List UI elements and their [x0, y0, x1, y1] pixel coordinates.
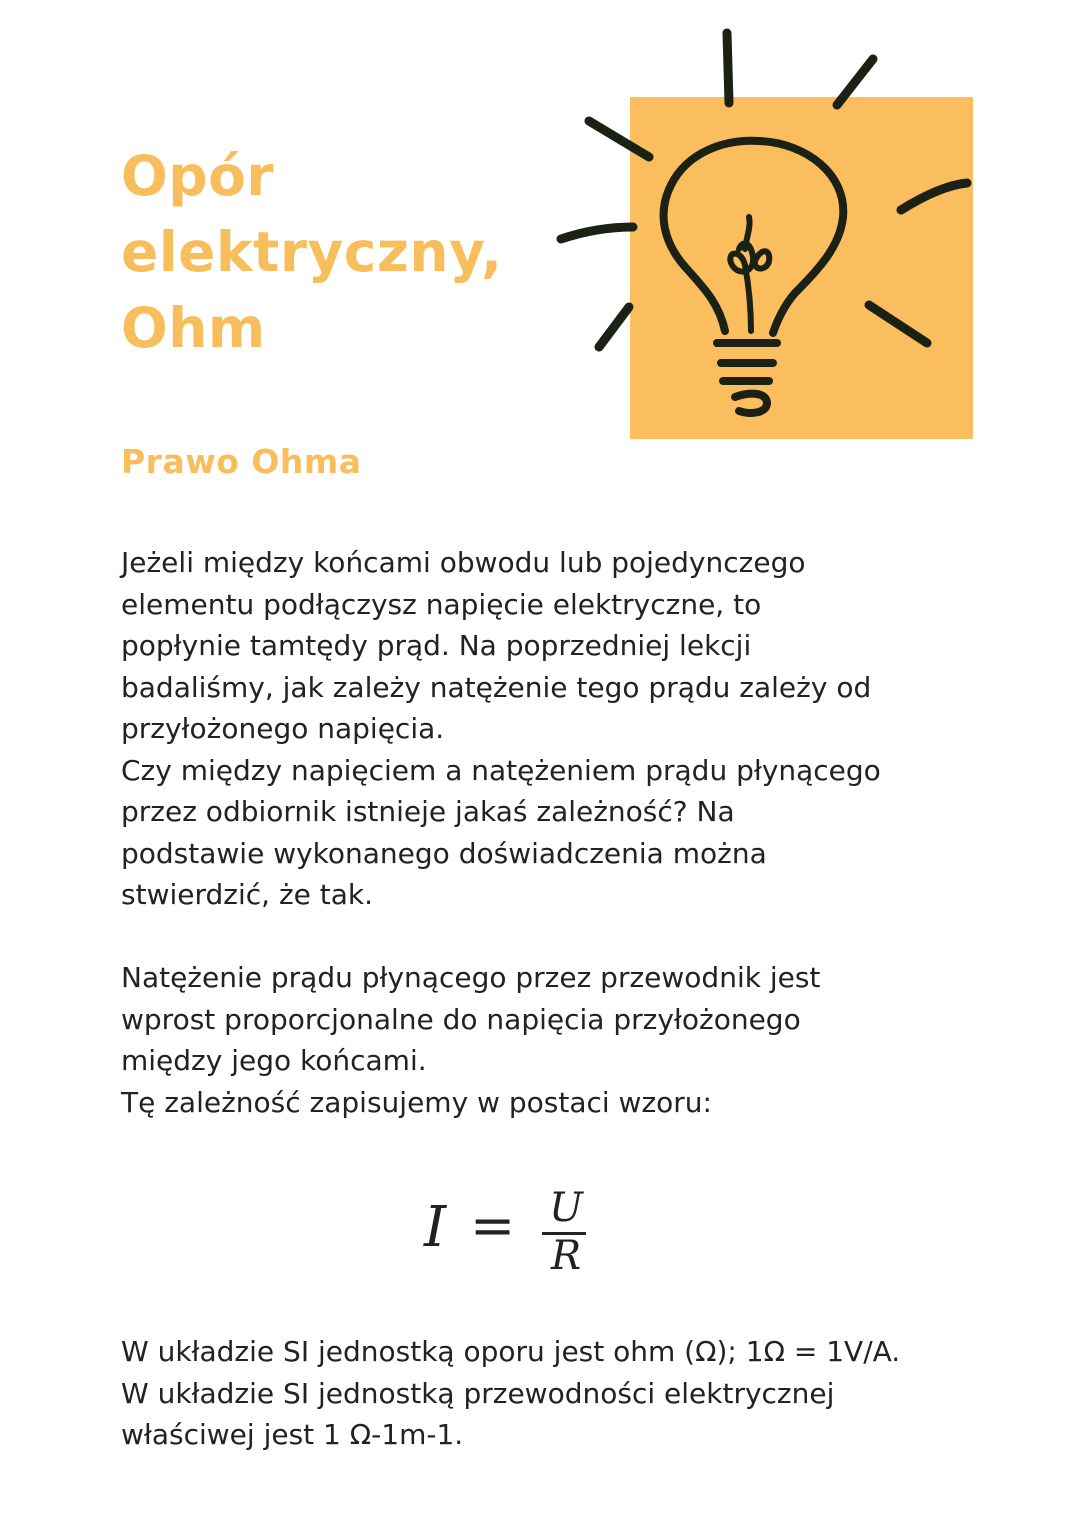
light-bulb-icon	[555, 25, 975, 440]
text-line: W układzie SI jednostką przewodności elektrycznej	[121, 1376, 835, 1410]
text-line: Jeżeli między końcami obwodu lub pojedynczego	[121, 546, 806, 579]
page-title	[121, 138, 503, 366]
text-line: podstawie wykonanego doświadczenia można	[121, 836, 767, 870]
formula-numerator: U	[549, 1185, 583, 1231]
title-line: elektryczny,	[121, 220, 503, 284]
title-line: Ohm	[121, 296, 266, 360]
formula-equals: =	[470, 1194, 516, 1257]
text-line: badaliśmy, jak zależy natężenie tego prądu zależy od	[121, 670, 872, 704]
ohm-formula	[424, 1185, 624, 1280]
text-line: popłynie tamtędy prąd. Na poprzedniej lekcji	[121, 629, 752, 662]
text-line: Natężenie prądu płynącego przez przewodnik jest	[121, 961, 821, 994]
text-line: stwierdzić, że tak.	[121, 878, 374, 911]
ray-top	[727, 33, 729, 103]
ray-lower-left	[599, 307, 629, 347]
text-line: Czy między napięciem a natężeniem prądu płynącego	[121, 753, 881, 787]
text-line: Tę zależność zapisujemy w postaci wzoru:	[121, 1085, 712, 1119]
ray-left	[561, 227, 633, 239]
text-line: W układzie SI jednostką oporu jest ohm (Ω); 1Ω = 1V/A.	[121, 1335, 901, 1368]
text-line: wprost proporcjonalne do napięcia przyłożonego	[121, 1002, 801, 1036]
formula-denominator: R	[550, 1233, 582, 1279]
paragraph-law	[121, 957, 820, 1123]
text-line: przez odbiornik istnieje jakaś zależność? Na	[121, 795, 735, 828]
text-line: właściwej jest 1 Ω-1m-1.	[121, 1418, 464, 1451]
text-line: elementu podłączysz napięcie elektryczne, to	[121, 587, 762, 621]
text-line: przyłożonego napięcia.	[121, 712, 445, 745]
section-heading: Prawo Ohma	[121, 442, 362, 481]
formula-current: I	[424, 1195, 447, 1260]
text-line: między jego końcami.	[121, 1044, 427, 1077]
paragraph-intro	[121, 542, 881, 916]
paragraph-units	[121, 1331, 900, 1456]
title-line: Opór	[121, 144, 275, 208]
